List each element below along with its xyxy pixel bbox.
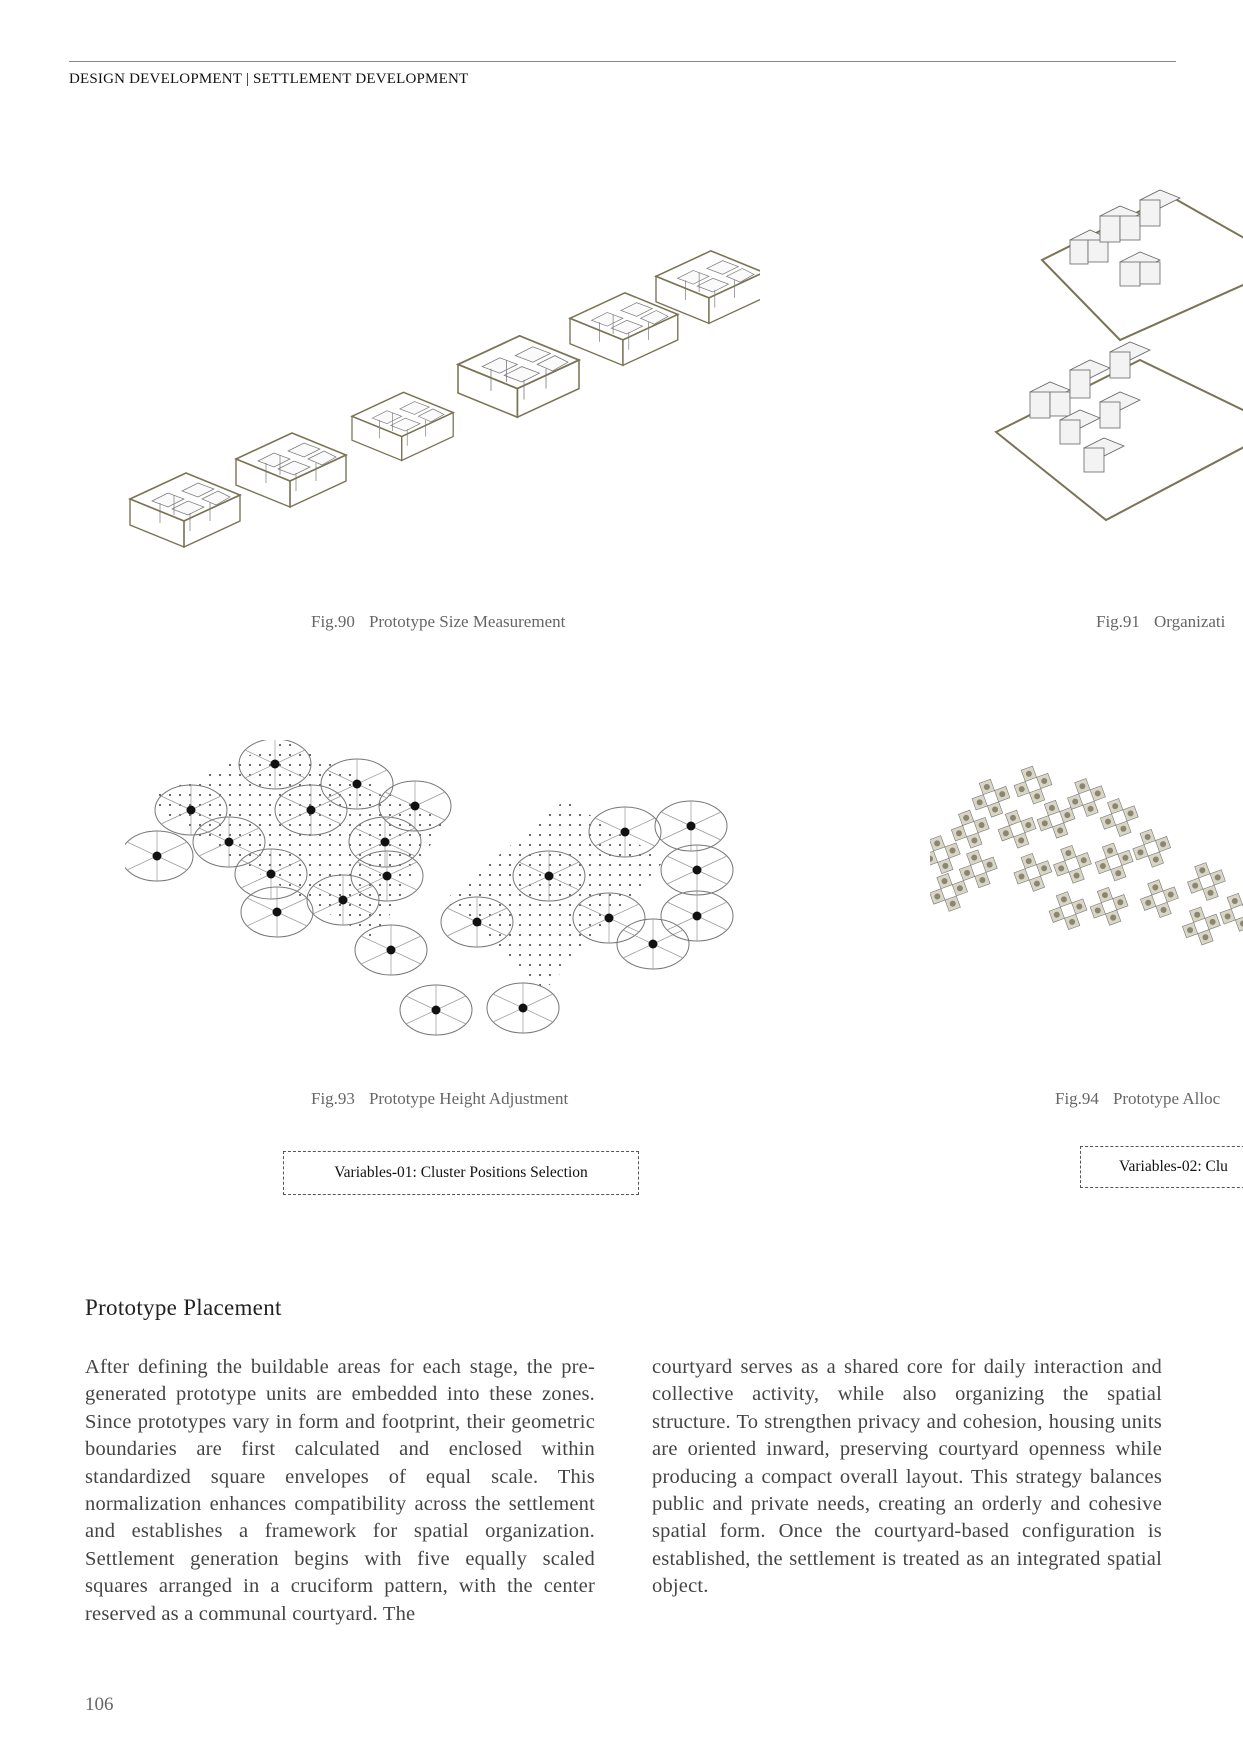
variables-02-label: Variables-02: Clu bbox=[1119, 1158, 1228, 1175]
variables-01-box: Variables-01: Cluster Positions Selection bbox=[283, 1151, 639, 1195]
fig94-diagram bbox=[930, 735, 1243, 1035]
fig94-number: Fig.94 bbox=[1055, 1089, 1099, 1108]
running-header: DESIGN DEVELOPMENT | SETTLEMENT DEVELOPMENT bbox=[69, 71, 469, 87]
fig93-title: Prototype Height Adjustment bbox=[368, 1089, 569, 1108]
body-column-right bbox=[652, 1354, 1162, 1601]
fig91-number: Fig.91 bbox=[1096, 612, 1140, 631]
body-paragraph-left: After defining the buildable areas for each stage, the pre-generated prototype units are embedded into these zones. Since prototypes vary in form and footprint, their geometric boundaries are first calculated and enclosed within standardized square envelopes of equal scale. This normalization enhances compatibility across the settlement and establishes a framework for spatial organization. Settlement generation begins with five equally scaled squares arranged in a cruciform pattern, with the center reserved as a communal courtyard. The bbox=[85, 1356, 595, 1625]
fig93-diagram bbox=[125, 740, 745, 1040]
fig90-number: Fig.90 bbox=[311, 612, 355, 631]
body-column-left bbox=[85, 1354, 595, 1628]
section-title: Prototype Placement bbox=[85, 1295, 282, 1320]
fig90-diagram bbox=[120, 225, 760, 555]
fig91-diagram bbox=[990, 180, 1243, 525]
variables-02-box bbox=[1080, 1146, 1243, 1188]
fig93-caption bbox=[311, 1089, 568, 1109]
body-paragraph-right: courtyard serves as a shared core for daily interaction and collective activity, while also organizing the spatial structure. To strengthen privacy and cohesion, housing units are oriented inward, preserving courtyard openness while producing a compact overall layout. This strategy balances public and private needs, creating an orderly and cohesive spatial form. Once the courtyard-based configuration is established, the settlement is treated as an integrated spatial object. bbox=[652, 1356, 1162, 1598]
fig93-number: Fig.93 bbox=[311, 1089, 355, 1108]
fig91-title: Organizati bbox=[1153, 612, 1226, 631]
fig91-caption bbox=[1096, 612, 1225, 632]
page-number: 106 bbox=[85, 1694, 114, 1715]
fig90-caption bbox=[311, 612, 565, 632]
fig90-title: Prototype Size Measurement bbox=[368, 612, 566, 631]
fig94-caption bbox=[1055, 1089, 1220, 1109]
header-rule bbox=[69, 61, 1176, 62]
fig94-title: Prototype Alloc bbox=[1112, 1089, 1221, 1108]
